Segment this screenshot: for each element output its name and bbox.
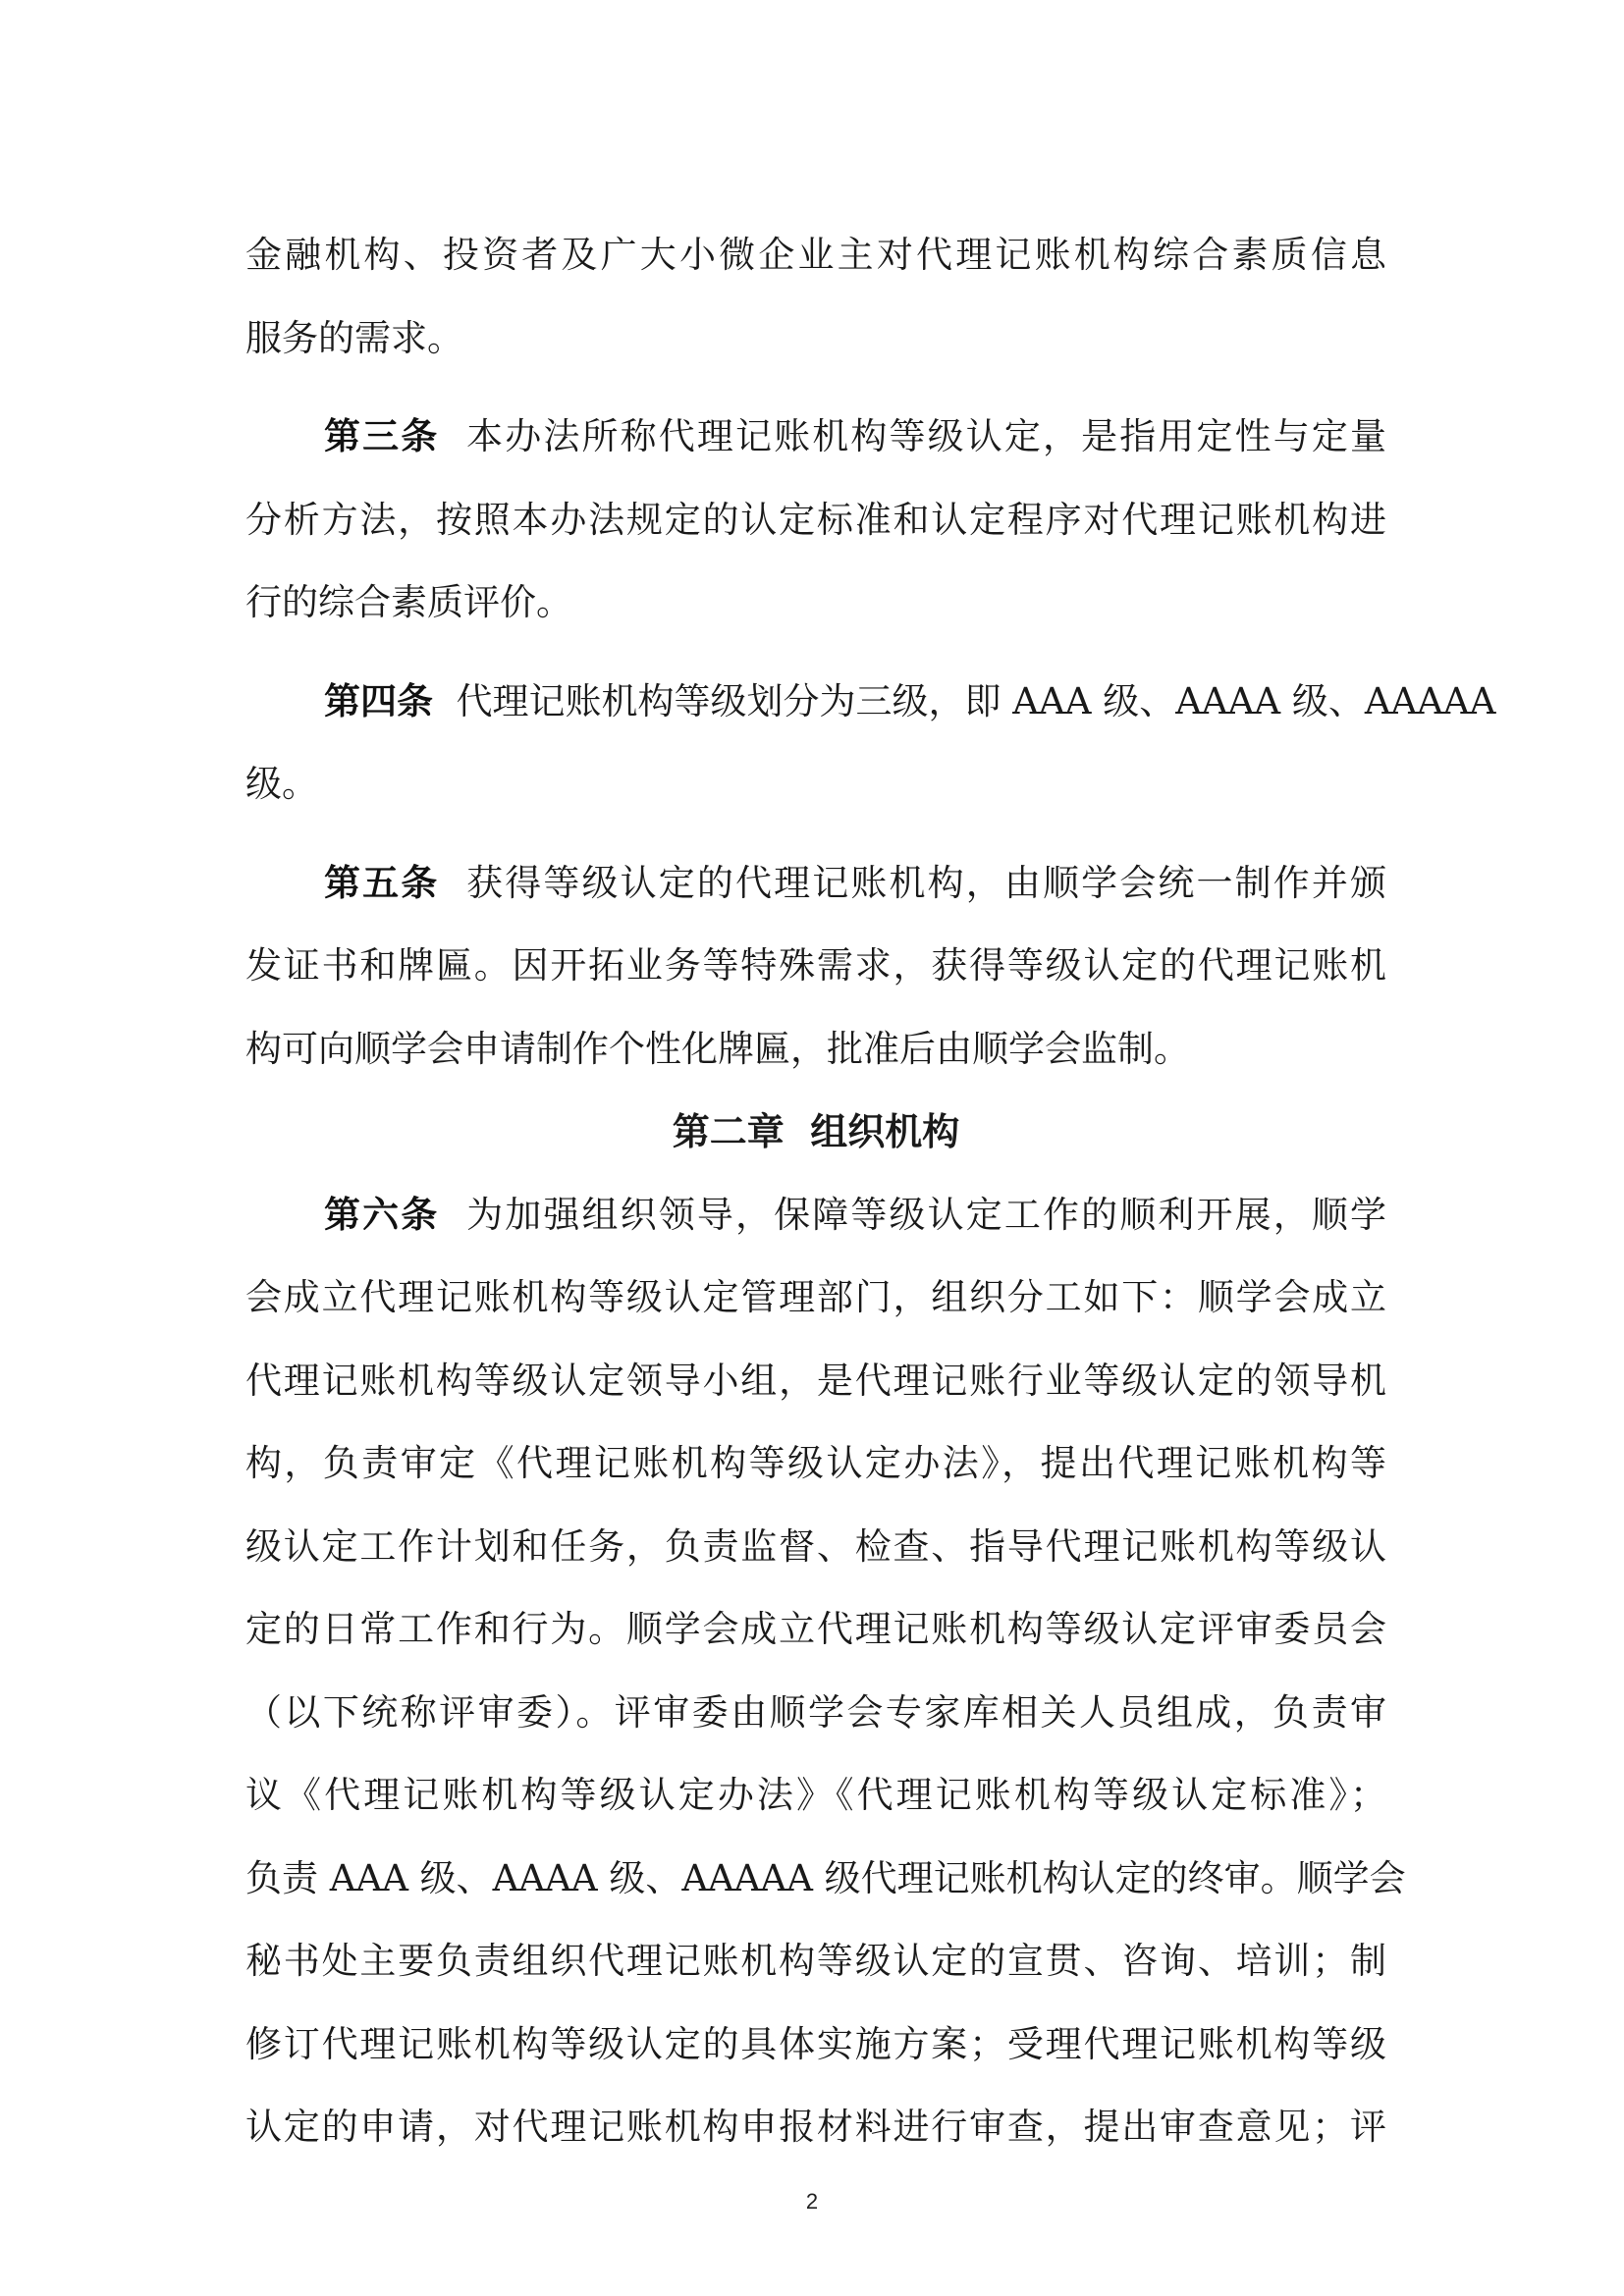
text-line: 定的日常工作和行为。顺学会成立代理记账机构等级认定评审委员会 <box>245 1608 1386 1650</box>
text-line: 认定的申请，对代理记账机构申报材料进行审查，提出审查意见；评 <box>245 2106 1386 2148</box>
text-line: （以下统称评审委）。评审委由顺学会专家库相关人员组成，负责审 <box>245 1690 1386 1734</box>
article-heading: 第四条 <box>324 679 433 722</box>
page-body <box>245 214 1496 2169</box>
article-5 <box>245 842 1386 1092</box>
text-line: 代理记账机构等级认定领导小组，是代理记账行业等级认定的领导机 <box>245 1359 1386 1402</box>
chapter-title: 第二章 组织机构 <box>672 1110 960 1153</box>
article-4 <box>245 661 1496 827</box>
article-heading: 第三条 <box>324 415 440 457</box>
text-line: 发证书和牌匾。因开拓业务等特殊需求，获得等级认定的代理记账机 <box>245 944 1386 987</box>
text-line: 金融机构、投资者及广大小微企业主对代理记账机构综合素质信息 <box>245 234 1386 276</box>
text-line: 级。 <box>245 763 318 805</box>
article-3 <box>245 396 1386 645</box>
text-line: 议《代理记账机构等级认定办法》《代理记账机构等级认定标准》； <box>245 1774 1386 1816</box>
text-line: 会成立代理记账机构等级认定管理部门，组织分工如下：顺学会成立 <box>245 1276 1386 1318</box>
article-heading: 第六条 <box>324 1193 440 1236</box>
text-line <box>245 396 1386 479</box>
article-heading: 第五条 <box>324 861 440 904</box>
text-line: 行的综合素质评价。 <box>245 581 572 623</box>
text-line: 分析方法，按照本办法规定的认定标准和认定程序对代理记账机构进 <box>245 498 1386 541</box>
text-line: 构可向顺学会申请制作个性化牌匾，批准后由顺学会监制。 <box>245 1027 1190 1070</box>
text-line <box>245 1174 1386 1257</box>
article-6 <box>245 1174 1406 2169</box>
text-line: 秘书处主要负责组织代理记账机构等级认定的宣贯、咨询、培训；制 <box>245 1940 1386 1982</box>
article-text: 本办法所称代理记账机构等级认定，是指用定性与定量 <box>466 415 1387 457</box>
text-line: 服务的需求。 <box>245 316 463 359</box>
text-line: 级认定工作计划和任务，负责监督、检查、指导代理记账机构等级认 <box>245 1524 1386 1568</box>
page-number: 2 <box>805 2189 819 2214</box>
text-line: 修订代理记账机构等级认定的具体实施方案；受理代理记账机构等级 <box>245 2022 1386 2065</box>
text-line <box>245 842 1386 926</box>
article-text: 代理记账机构等级划分为三级，即 AAA 级、AAAA 级、AAAAA <box>456 679 1496 722</box>
article-text: 获得等级认定的代理记账机构，由顺学会统一制作并颁 <box>466 861 1387 904</box>
text-line: 负责 AAA 级、AAAA 级、AAAAA 级代理记账机构认定的终审。顺学会 <box>245 1856 1406 1899</box>
paragraph-continuation <box>245 214 1386 380</box>
text-line <box>245 661 1496 744</box>
text-line: 构，负责审定《代理记账机构等级认定办法》，提出代理记账机构等 <box>245 1442 1386 1484</box>
article-text: 为加强组织领导，保障等级认定工作的顺利开展，顺学 <box>466 1193 1387 1236</box>
